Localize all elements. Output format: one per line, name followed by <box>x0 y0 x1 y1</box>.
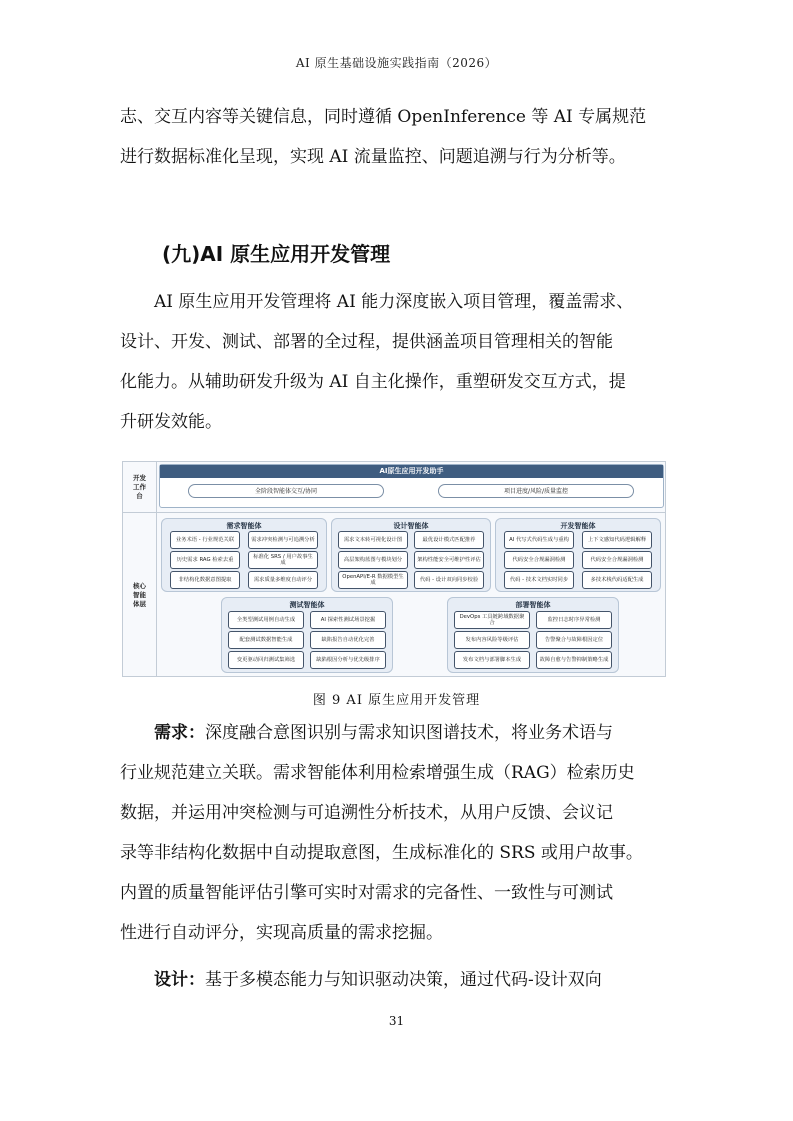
section-line-3: 化能力。从辅助研发升级为 AI 自主化操作，重塑研发交互方式，提 <box>120 372 626 392</box>
agent-cell: 历史需求 RAG 检索去重 <box>170 551 240 569</box>
agent-cell: 高层架构蓝图与模块划分 <box>338 551 408 569</box>
intro-paragraph <box>120 97 665 177</box>
group-requirements-agent <box>161 518 327 592</box>
agent-cell: 告警聚合与故障根因定位 <box>536 631 612 649</box>
agent-cell: 代码 - 技术文档实时同步 <box>504 571 574 589</box>
agent-cell: DevOps 工具链跨域数据聚合 <box>454 611 530 629</box>
agent-cell: 配套测试数据智能生成 <box>228 631 304 649</box>
agent-cell: 故障自愈与告警抑制策略生成 <box>536 651 612 669</box>
running-header: AI 原生基础设施实践指南（2026） <box>295 56 498 70</box>
agent-cell: 需求质量多维度自动评分 <box>248 571 318 589</box>
agent-cell: 变更驱动回归测试集筛选 <box>228 651 304 669</box>
group-title: 部署智能体 <box>515 601 551 609</box>
design-line-1: 基于多模态能力与知识驱动决策，通过代码-设计双向 <box>205 970 602 990</box>
agent-cell: 非结构化数据意图提取 <box>170 571 240 589</box>
agent-cell: 监控日志时序异常检测 <box>536 611 612 629</box>
agent-cell: 代码 - 设计双向同步校验 <box>414 571 484 589</box>
agent-cell: 架构性能安全可维护性评估 <box>414 551 484 569</box>
section-line-4: 升研发效能。 <box>120 412 222 432</box>
intro-line-2: 进行数据标准化呈现，实现 AI 流量监控、问题追溯与行为分析等。 <box>120 147 626 167</box>
agent-cell: 业务术语 - 行业规范关联 <box>170 531 240 549</box>
band-divider <box>156 462 157 676</box>
agent-cell: 发布内容风险等级评估 <box>454 631 530 649</box>
agent-cell: 发布文档与部署脚本生成 <box>454 651 530 669</box>
assistant-band <box>159 464 664 508</box>
agent-cell: 需求冲突检测与可追溯分析 <box>248 531 318 549</box>
agent-cell: OpenAPI/E-R 数据模型生成 <box>338 571 408 589</box>
agent-cell: 全类型测试用例自动生成 <box>228 611 304 629</box>
pill-agent-interaction: 全阶段智能体交互/协同 <box>188 484 384 498</box>
section-line-2: 设计、开发、测试、部署的全过程，提供涵盖项目管理相关的智能 <box>120 332 613 352</box>
agent-cell: 标准化 SRS / 用户故事生成 <box>248 551 318 569</box>
requirements-line-4: 录等非结构化数据中自动提取意图，生成标准化的 SRS 或用户故事。 <box>120 843 643 863</box>
section-intro-paragraph <box>120 282 665 442</box>
design-lead: 设计： <box>154 970 205 990</box>
page-number: 31 <box>388 1014 405 1028</box>
agent-cell: 多技术栈代码适配生成 <box>582 571 652 589</box>
core-band-label: 核心 智能 体层 <box>133 581 146 608</box>
assistant-title: AI原生应用开发助手 <box>160 465 663 478</box>
workbench-band-label: 开发 工作 台 <box>133 473 146 500</box>
group-title: 设计智能体 <box>393 522 429 530</box>
group-title: 测试智能体 <box>289 601 325 609</box>
requirements-line-1: 深度融合意图识别与需求知识图谱技术，将业务术语与 <box>205 723 613 743</box>
group-title: 需求智能体 <box>226 522 262 530</box>
group-title: 开发智能体 <box>560 522 596 530</box>
band-separator <box>123 512 665 513</box>
section-line-1: AI 原生应用开发管理将 AI 能力深度嵌入项目管理，覆盖需求、 <box>154 292 634 312</box>
agent-cell: 缺陷报告自动优化完善 <box>310 631 386 649</box>
agent-cell: AI 探索性测试场景挖掘 <box>310 611 386 629</box>
requirements-lead: 需求： <box>154 723 205 743</box>
agent-cell: 上下文感知代码逻辑解释 <box>582 531 652 549</box>
group-design-agent <box>331 518 491 592</box>
architecture-figure <box>122 461 666 677</box>
group-deployment-agent <box>447 597 619 673</box>
group-testing-agent <box>221 597 393 673</box>
agent-cell: 需求文本转可视化设计图 <box>338 531 408 549</box>
requirements-line-5: 内置的质量智能评估引擎可实时对需求的完备性、一致性与可测试 <box>120 883 613 903</box>
agent-cell: 缺陷根因分析与优先级排序 <box>310 651 386 669</box>
group-development-agent <box>495 518 661 592</box>
agent-cell: AI 代写式代码生成与重构 <box>504 531 574 549</box>
figure-caption: 图 9 AI 原生应用开发管理 <box>312 693 481 708</box>
pill-project-monitoring: 项目进度/风险/质量监控 <box>438 484 634 498</box>
requirements-line-6: 性进行自动评分，实现高质量的需求挖掘。 <box>120 923 443 943</box>
requirements-line-3: 数据，并运用冲突检测与可追溯性分析技术，从用户反馈、会议记 <box>120 803 613 823</box>
requirements-paragraph <box>120 713 665 953</box>
agent-cell: 代码安全合规漏洞检测 <box>582 551 652 569</box>
requirements-line-2: 行业规范建立关联。需求智能体利用检索增强生成（RAG）检索历史 <box>120 763 635 783</box>
section-heading: (九)AI 原生应用开发管理 <box>162 242 391 266</box>
agent-cell: 最优设计模式匹配推荐 <box>414 531 484 549</box>
intro-line-1: 志、交互内容等关键信息，同时遵循 OpenInference 等 AI 专属规范 <box>120 107 647 127</box>
design-paragraph <box>120 960 665 1000</box>
agent-cell: 代码安全合规漏洞检测 <box>504 551 574 569</box>
